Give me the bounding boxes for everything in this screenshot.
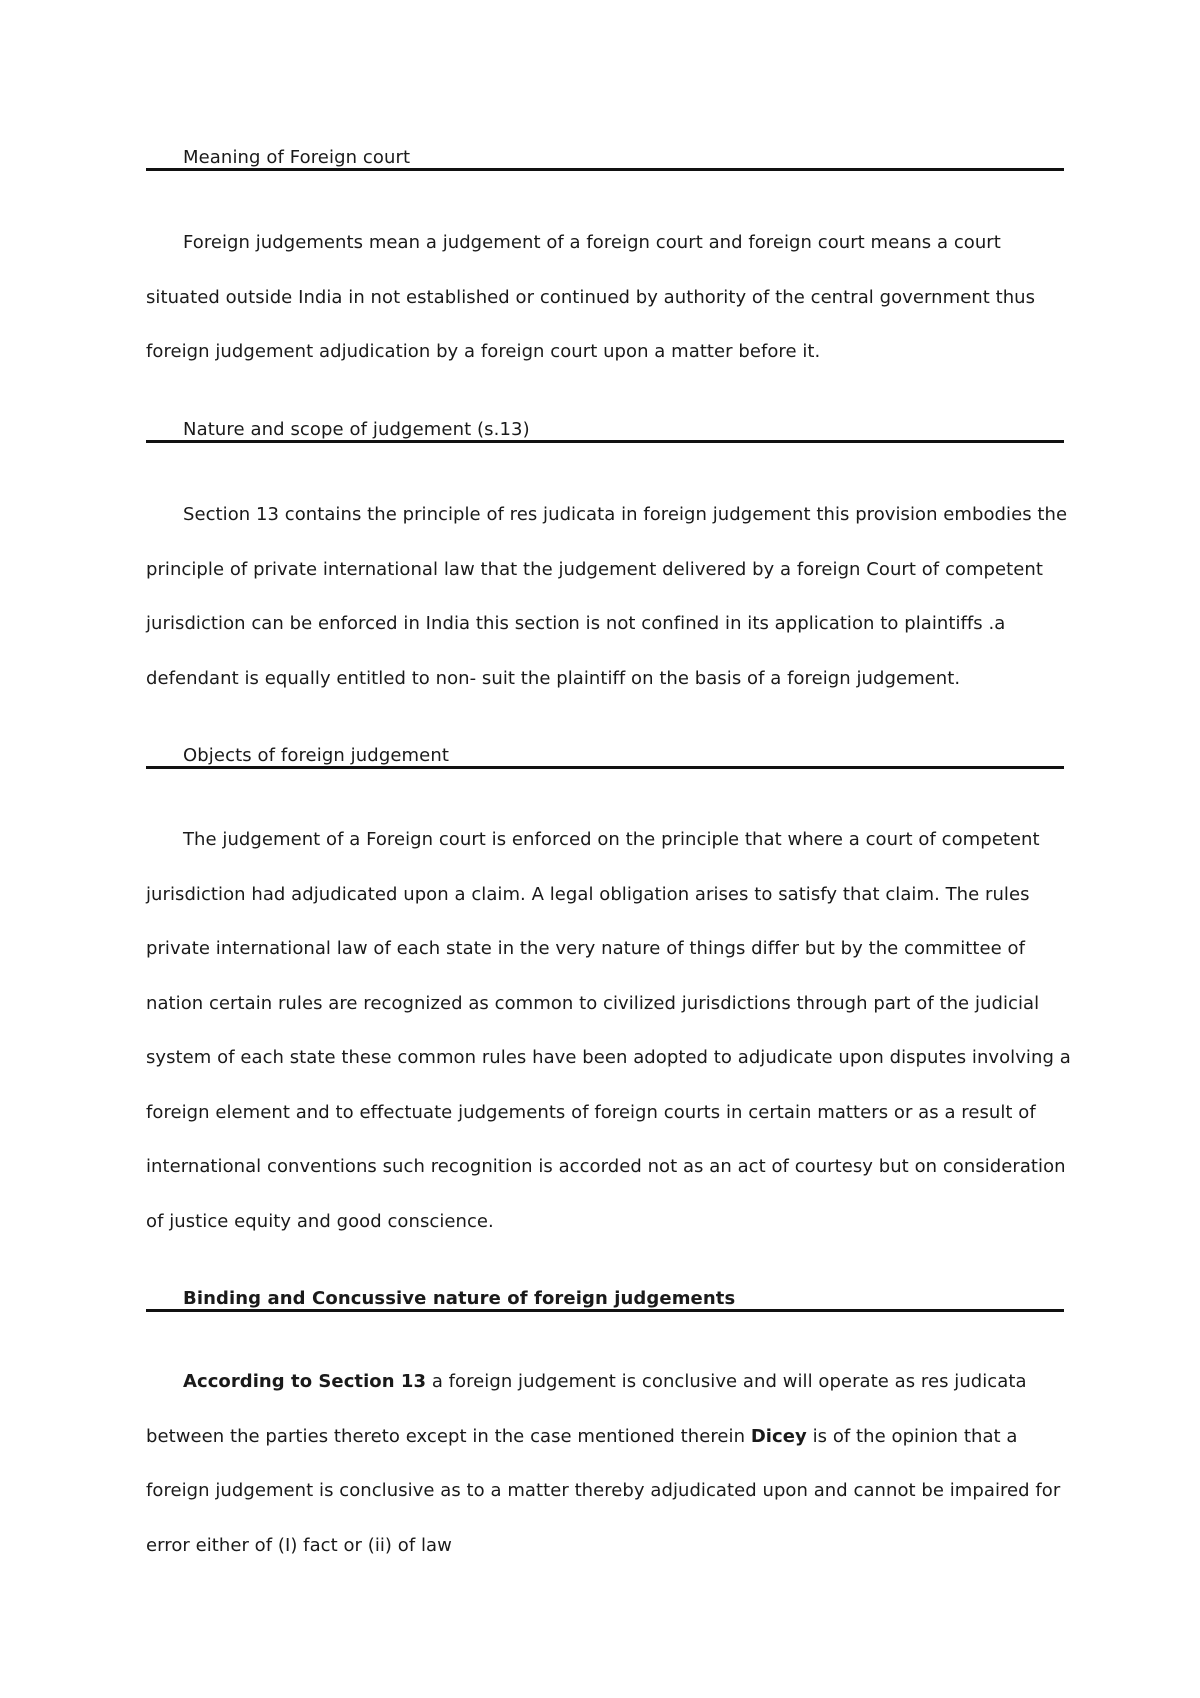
line-text: is of the opinion that a bbox=[806, 1425, 1018, 1447]
paragraph-meaning-of-foreign-court bbox=[146, 216, 1064, 380]
paragraph-nature-and-scope bbox=[146, 488, 1068, 706]
paragraph-line: nation certain rules are recognized as common to civilized jurisdictions through part of the judicial bbox=[146, 992, 1040, 1014]
heading-objects-of-foreign-judgement: Objects of foreign judgement bbox=[146, 745, 1064, 769]
paragraph-line: error either of (I) fact or (ii) of law bbox=[146, 1534, 452, 1556]
paragraph-line: Foreign judgements mean a judgement of a foreign court and foreign court means a court bbox=[183, 232, 1001, 253]
paragraph-line: international conventions such recognition is accorded not as an act of courtesy but on consideration bbox=[146, 1156, 1066, 1177]
paragraph-line: system of each state these common rules have been adopted to adjudicate upon disputes involving a bbox=[146, 1047, 1071, 1068]
paragraph-line: foreign judgement is conclusive as to a matter thereby adjudicated upon and cannot be impaired for bbox=[146, 1480, 1061, 1501]
paragraph-line: foreign judgement adjudication by a foreign court upon a matter before it. bbox=[146, 341, 821, 362]
heading-meaning-of-foreign-court: Meaning of Foreign court bbox=[146, 147, 1064, 171]
paragraph-line: defendant is equally entitled to non- suit the plaintiff on the basis of a foreign judgement. bbox=[146, 667, 961, 689]
paragraph-line: of justice equity and good conscience. bbox=[146, 1210, 494, 1232]
bold-phrase-section-13: According to Section 13 bbox=[183, 1371, 427, 1392]
heading-nature-and-scope: Nature and scope of judgement (s.13) bbox=[146, 419, 1064, 443]
paragraph-line: The judgement of a Foreign court is enforced on the principle that where a court of competent bbox=[183, 829, 1040, 850]
line-text: a foreign judgement is conclusive and will operate as res judicata bbox=[426, 1371, 1027, 1392]
paragraph-line: private international law of each state in the very nature of things differ but by the committee of bbox=[146, 938, 1025, 959]
paragraph-line: Section 13 contains the principle of res judicata in foreign judgement this provision embodies the bbox=[183, 504, 1068, 525]
heading-binding-and-conclusive-nature: Binding and Concussive nature of foreign judgements bbox=[146, 1288, 1064, 1312]
paragraph-binding-and-conclusive-nature bbox=[146, 1355, 1064, 1573]
paragraph-line: foreign element and to effectuate judgements of foreign courts in certain matters or as a result of bbox=[146, 1101, 1036, 1123]
paragraph-objects-of-foreign-judgement bbox=[146, 813, 1071, 1249]
paragraph-line: jurisdiction had adjudicated upon a claim. A legal obligation arises to satisfy that claim. The rules bbox=[146, 883, 1030, 905]
paragraph-line: situated outside India in not established or continued by authority of the central government thus bbox=[146, 286, 1036, 308]
line-text: between the parties thereto except in the case mentioned therein bbox=[146, 1425, 751, 1447]
paragraph-line bbox=[146, 1410, 1064, 1465]
paragraph-line bbox=[146, 1355, 1064, 1410]
paragraph-line: principle of private international law that the judgement delivered by a foreign Court of competent bbox=[146, 558, 1043, 580]
paragraph-line: jurisdiction can be enforced in India this section is not confined in its application to plaintiffs .a bbox=[146, 613, 1006, 634]
bold-word-dicey: Dicey bbox=[750, 1425, 807, 1447]
